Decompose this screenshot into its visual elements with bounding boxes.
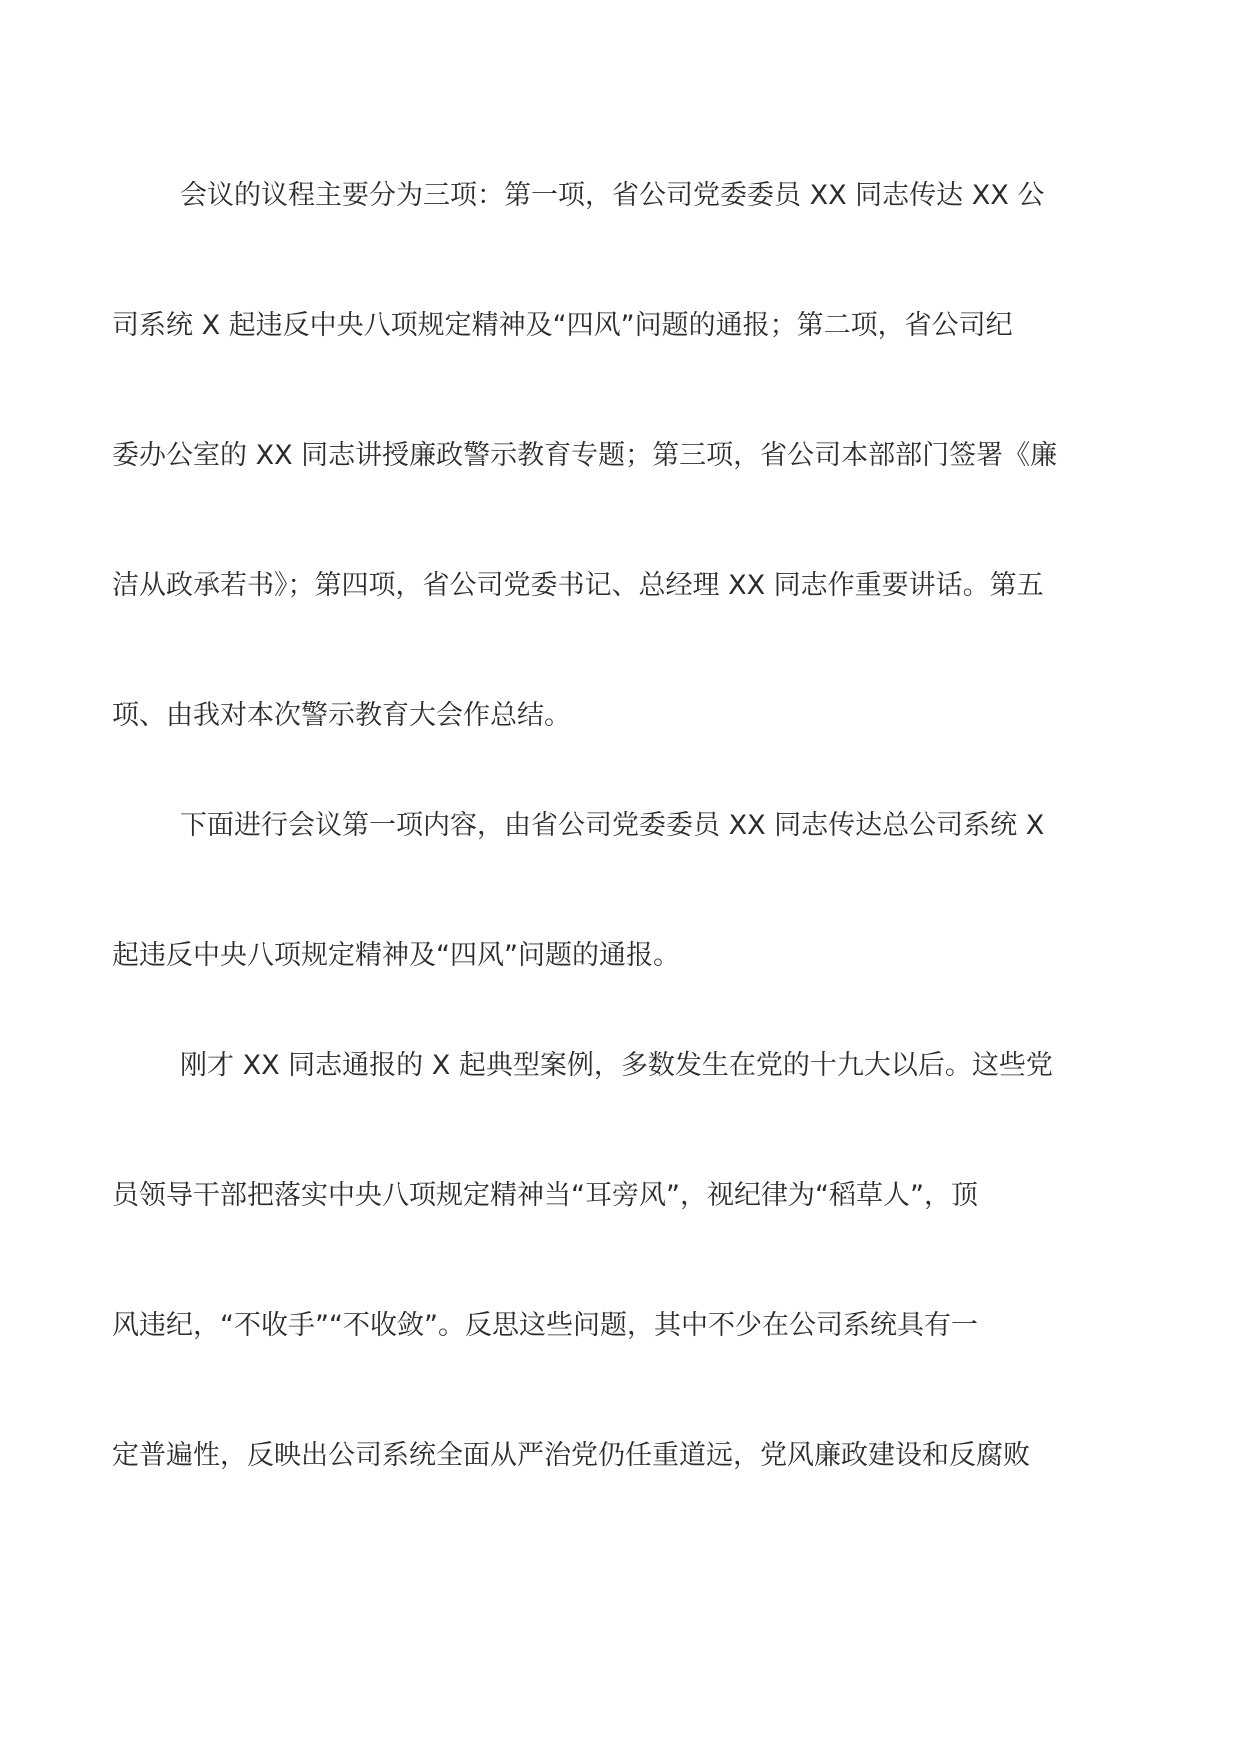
paragraph-1-line-3: 委办公室的 XX 同志讲授廉政警示教育专题；第三项，省公司本部部门签署《廉 [112, 440, 1058, 471]
paragraph-2-line-1: 下面进行会议第一项内容，由省公司党委委员 XX 同志传达总公司系统 X [180, 810, 1045, 841]
paragraph-1-line-5: 项、由我对本次警示教育大会作总结。 [112, 700, 571, 731]
paragraph-3-line-4: 定普遍性，反映出公司系统全面从严治党仍任重道远，党风廉政建设和反腐败 [112, 1440, 1030, 1471]
paragraph-1-line-1: 会议的议程主要分为三项：第一项，省公司党委委员 XX 同志传达 XX 公 [180, 180, 1045, 211]
paragraph-1-line-4: 洁从政承若书》；第四项，省公司党委书记、总经理 XX 同志作重要讲话。第五 [112, 570, 1044, 601]
paragraph-3-line-2: 员领导干部把落实中央八项规定精神当“耳旁风”，视纪律为“稻草人”，顶 [112, 1180, 978, 1211]
paragraph-1-line-2: 司系统 X 起违反中央八项规定精神及“四风”问题的通报；第二项，省公司纪 [112, 310, 1013, 341]
paragraph-2-line-2: 起违反中央八项规定精神及“四风”问题的通报。 [112, 940, 680, 971]
paragraph-3-line-1: 刚才 XX 同志通报的 X 起典型案例，多数发生在党的十九大以后。这些党 [180, 1050, 1053, 1081]
paragraph-3-line-3: 风违纪，“不收手”“不收敛”。反思这些问题，其中不少在公司系统具有一 [112, 1310, 978, 1341]
